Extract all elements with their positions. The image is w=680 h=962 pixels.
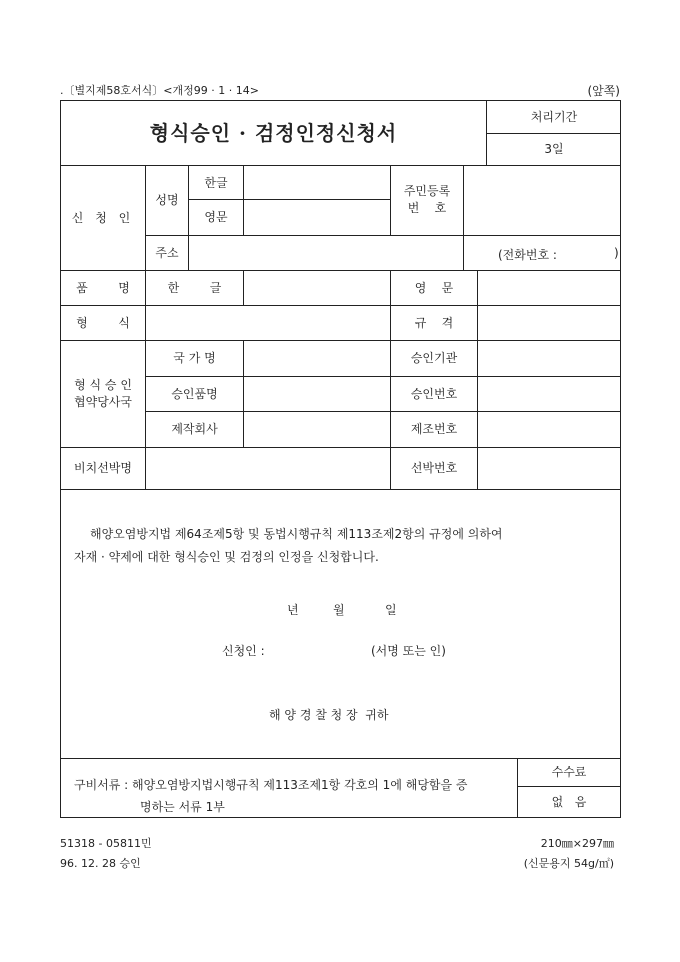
resident-no-label	[391, 166, 463, 234]
signer-label: 신청인 :	[222, 644, 265, 658]
approval-section-label-line2: 협약당사국	[74, 395, 132, 409]
name-english-field[interactable]	[244, 200, 390, 234]
name-english-label: 영문	[204, 209, 228, 224]
date-year-label: 년	[287, 603, 299, 617]
authority-label: 승인기관	[410, 351, 458, 366]
statement-line-1: 해양오염방지법 제64조제5항 및 동법시행규칙 제113조제2항의 규정에 의하여	[90, 527, 503, 541]
name-korean-label: 한글	[204, 175, 228, 190]
spec-field[interactable]	[478, 306, 620, 340]
form-title: 형식승인 · 검정인정신청서	[149, 121, 398, 145]
approval-no-field[interactable]	[478, 377, 620, 411]
approved-item-label: 승인품명	[171, 386, 218, 401]
model-field[interactable]	[146, 306, 390, 340]
resident-no-field[interactable]	[464, 166, 620, 234]
vessel-name-field[interactable]	[146, 448, 390, 489]
documents-line-1: 구비서류 : 해양오염방지법시행규칙 제113조제1항 각호의 1에 해당함을 증	[74, 778, 468, 792]
name-label: 성명	[155, 192, 179, 207]
product-english-field[interactable]	[478, 271, 620, 305]
phone-close: )	[614, 246, 619, 260]
page-side: (앞쪽)	[587, 84, 620, 98]
addressee: 해 양 경 찰 청 장 귀하	[269, 708, 389, 722]
product-name-label: 품 명	[76, 280, 130, 295]
processing-period-label: 처리기간	[530, 109, 578, 124]
manufacturer-label: 제작회사	[171, 422, 218, 437]
vessel-number-field[interactable]	[478, 448, 620, 489]
serial-no-field[interactable]	[478, 412, 620, 447]
fee-value: 없 음	[551, 794, 587, 809]
name-korean-field[interactable]	[244, 166, 390, 199]
vessel-number-label: 선박번호	[410, 461, 458, 476]
approval-section-label	[61, 341, 145, 447]
fee-label: 수수료	[551, 765, 587, 780]
approval-section-label-line1: 형 식 승 인	[74, 378, 132, 393]
product-english-label: 영 문	[414, 280, 454, 295]
resident-no-label-line1: 주민등록	[403, 184, 451, 199]
statement-line-2: 자재 · 약제에 대한 형식승인 및 검정의 인정을 신청합니다.	[74, 550, 379, 564]
address-field[interactable]	[189, 236, 463, 270]
date-month-label: 월	[333, 603, 345, 617]
spec-label: 규 격	[414, 315, 454, 330]
date-day-label: 일	[385, 603, 397, 617]
manufacturer-field[interactable]	[244, 412, 390, 447]
approval-date: 96. 12. 28 승인	[60, 857, 141, 870]
phone-label: (전화번호 :	[498, 248, 557, 262]
resident-no-label-line2: 번 호	[407, 201, 447, 215]
country-field[interactable]	[244, 341, 390, 376]
model-label: 형 식	[76, 315, 130, 330]
country-label: 국 가 명	[173, 351, 216, 366]
product-korean-field[interactable]	[244, 271, 390, 305]
vessel-name-label: 비치선박명	[74, 461, 132, 476]
serial-no-label: 제조번호	[410, 422, 458, 437]
documents-line-2: 명하는 서류 1부	[140, 800, 225, 814]
product-korean-label: 한 글	[167, 280, 222, 295]
paper-size: 210㎜×297㎜	[540, 837, 614, 850]
form-code: 51318 - 05811민	[60, 837, 152, 850]
address-label: 주소	[155, 245, 179, 260]
form-number: .〔별지제58호서식〕<개정99 · 1 · 14>	[60, 84, 259, 97]
signature-label: (서명 또는 인)	[371, 644, 446, 658]
approval-no-label: 승인번호	[410, 386, 458, 401]
authority-field[interactable]	[478, 341, 620, 376]
paper-type: (신문용지 54g/㎡)	[523, 857, 614, 870]
applicant-section-label: 신 청 인	[71, 210, 135, 225]
processing-period-value: 3일	[544, 142, 564, 157]
approved-item-field[interactable]	[244, 377, 390, 411]
